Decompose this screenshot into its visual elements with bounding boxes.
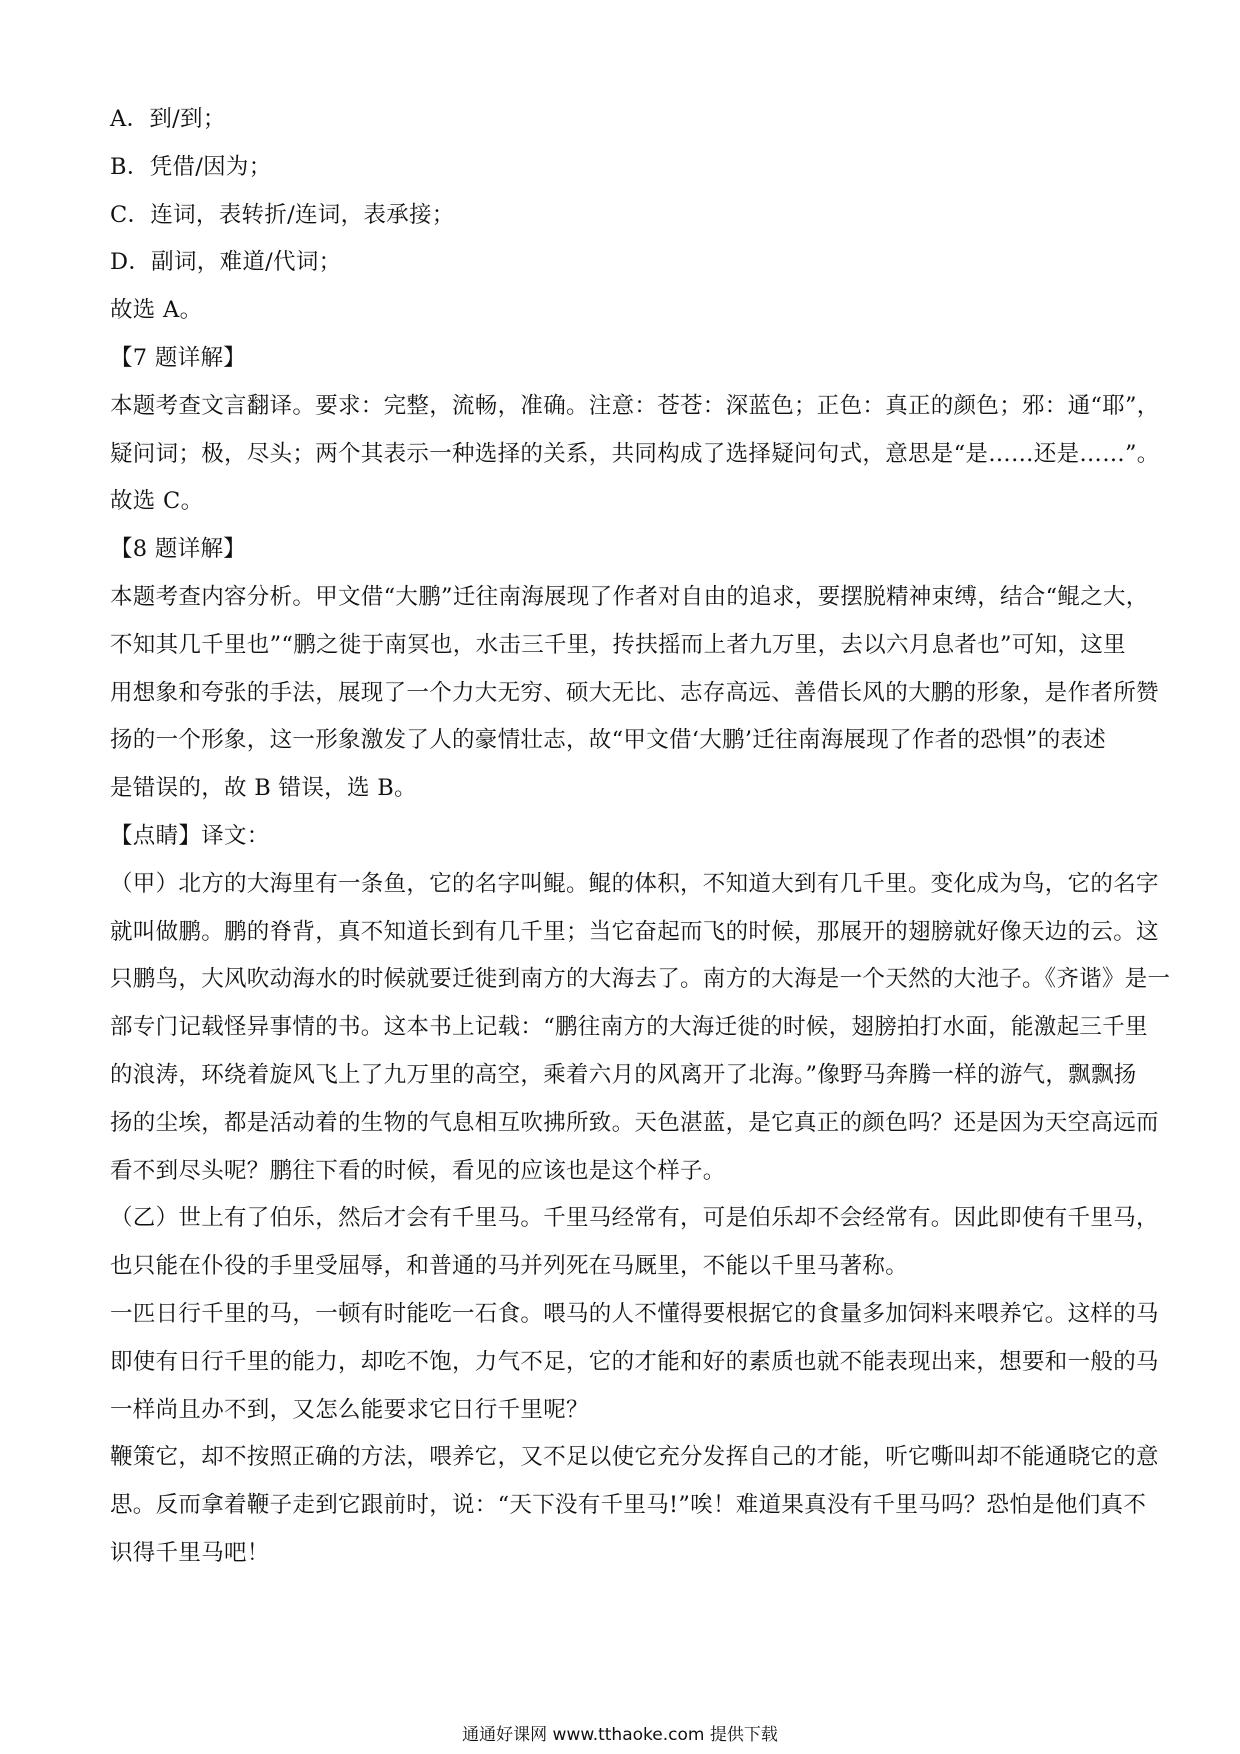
paragraph-line: 疑问词；极，尽头；两个其表示一种选择的关系，共同构成了选择疑问句式，意思是“是……还是……”。 <box>110 440 1160 467</box>
paragraph-line: 用想象和夸张的手法，展现了一个力大无穷、硕大无比、志存高远、善借长风的大鹏的形象，是作者所赞 <box>110 679 1159 706</box>
translation-line: 一匹日行千里的马，一顿有时能吃一石食。喂马的人不懂得要根据它的食量多加饲料来喂养它。这样的马 <box>110 1300 1159 1327</box>
document-body <box>110 96 1171 1578</box>
translation-line: 扬的尘埃，都是活动着的生物的气息相互吹拂所致。天色湛蓝，是它真正的颜色吗？还是因为天空高远而 <box>110 1109 1159 1136</box>
page-footer: 通通好课网 www.tthaoke.com 提供下载 <box>462 1725 778 1745</box>
translation-line: 只鹏鸟，大风吹动海水的时候就要迁徙到南方的大海去了。南方的大海是一个天然的大池子。《齐谐》是一 <box>110 966 1171 993</box>
translation-line: 看不到尽头呢？鹏往下看的时候，看见的应该也是这个样子。 <box>110 1157 726 1184</box>
translation-line: 即使有日行千里的能力，却吃不饱，力气不足，它的才能和好的素质也就不能表现出来，想要和一般的马 <box>110 1348 1159 1375</box>
answer-line: 故选 C。 <box>110 488 204 515</box>
paragraph-line: 本题考查文言翻译。要求：完整，流畅，准确。注意：苍苍：深蓝色；正色：真正的颜色；邪：通“耶”， <box>110 392 1160 419</box>
translation-line: 思。反而拿着鞭子走到它跟前时，说：“天下没有千里马!”唉！难道果真没有千里马吗？恐怕是他们真不 <box>110 1492 1147 1519</box>
translation-line: 也只能在仆役的手里受屈辱，和普通的马并列死在马厩里，不能以千里马著称。 <box>110 1253 909 1280</box>
section-heading-q7: 【7 题详解】 <box>110 344 247 371</box>
paragraph-line: 本题考查内容分析。甲文借“大鹏”迁往南海展现了作者对自由的追求，要摆脱精神束缚，结合“鲲之大， <box>110 583 1149 610</box>
translation-line: 一样尚且办不到，又怎么能要求它日行千里呢？ <box>110 1396 589 1423</box>
translation-line: 部专门记载怪异事情的书。这本书上记载：“鹏往南方的大海迁徙的时候，翅膀拍打水面，能激起三千里 <box>110 1014 1148 1041</box>
translation-line: 鞭策它，却不按照正确的方法，喂养它，又不足以使它充分发挥自己的才能，听它嘶叫却不能通晓它的意 <box>110 1444 1159 1471</box>
paragraph-line: 扬的一个形象，这一形象激发了人的豪情壮志，故“甲文借‘大鹏’迁往南海展现了作者的恐惧”的表述 <box>110 727 1107 754</box>
option-d-line: D．副词，难道/代词； <box>110 249 342 276</box>
option-c-line: C．连词，表转折/连词，表承接； <box>110 201 455 228</box>
paragraph-line: 是错误的，故 B 错误，选 B。 <box>110 775 417 802</box>
section-heading-q8: 【8 题详解】 <box>110 536 247 563</box>
translation-line: 识得千里马吧！ <box>110 1539 270 1566</box>
translation-line: （甲）北方的大海里有一条鱼，它的名字叫鲲。鲲的体积，不知道大到有几千里。变化成为鸟，它的名字 <box>110 870 1159 897</box>
option-b-line: B．凭借/因为； <box>110 153 272 180</box>
translation-line: （乙）世上有了伯乐，然后才会有千里马。千里马经常有，可是伯乐却不会经常有。因此即使有千里马， <box>110 1205 1159 1232</box>
answer-line: 故选 A。 <box>110 297 203 324</box>
translation-line: 的浪涛，环绕着旋风飞上了九万里的高空，乘着六月的风离开了北海。”像野马奔腾一样的游气，飘飘扬 <box>110 1061 1137 1088</box>
paragraph-line: 不知其几千里也”“鹏之徙于南冥也，水击三千里，抟扶摇而上者九万里，去以六月息者也”可知，这里 <box>110 631 1126 658</box>
section-heading-notes: 【点睛】译文： <box>110 822 270 849</box>
option-a-line: A．到/到； <box>110 106 226 132</box>
translation-line: 就叫做鹏。鹏的脊背，真不知道长到有几千里；当它奋起而飞的时候，那展开的翅膀就好像天边的云。这 <box>110 918 1159 945</box>
